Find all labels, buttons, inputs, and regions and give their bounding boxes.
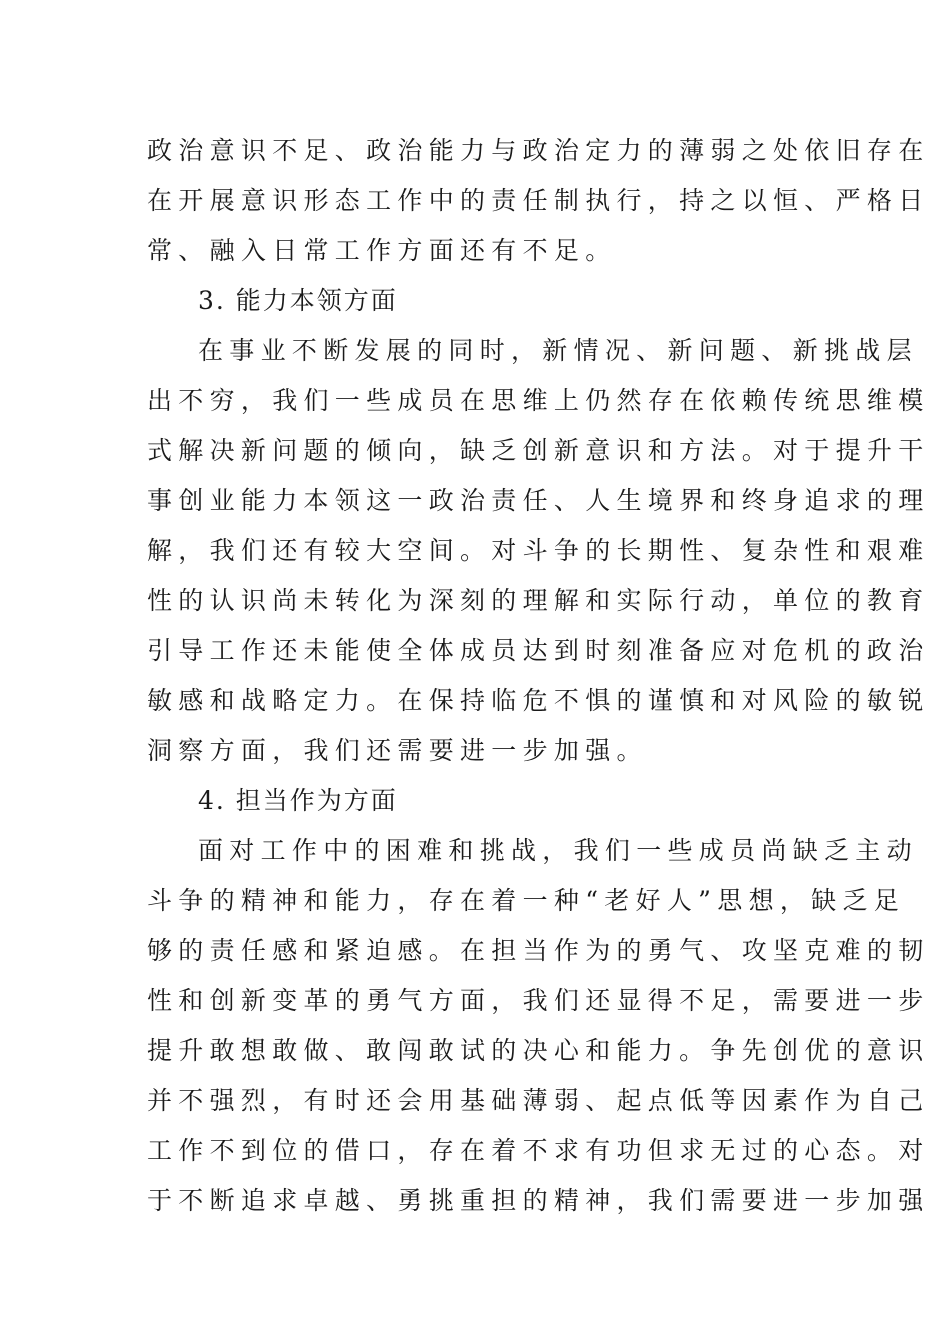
body-text-line: 常、融入日常工作方面还有不足。: [147, 236, 617, 265]
body-text-line: 出不穷，我们一些成员在思维上仍然存在依赖传统思维模: [147, 386, 930, 415]
body-text-line: 工作不到位的借口，存在着不求有功但求无过的心态。对: [147, 1136, 930, 1165]
paragraph-first-line: 面对工作中的困难和挑战，我们一些成员尚缺乏主动: [198, 836, 918, 865]
section-heading-responsibility: 4. 担当作为方面: [198, 786, 398, 815]
body-text-line: 洞察方面，我们还需要进一步加强。: [147, 736, 648, 765]
body-text-line: 敏感和战略定力。在保持临危不惧的谨慎和对风险的敏锐: [147, 686, 930, 715]
body-text-line: 并不强烈，有时还会用基础薄弱、起点低等因素作为自己: [147, 1086, 930, 1115]
body-text-line: 性和创新变革的勇气方面，我们还显得不足，需要进一步: [147, 986, 930, 1015]
body-text-line: 式解决新问题的倾向，缺乏创新意识和方法。对于提升干: [147, 436, 930, 465]
body-text-line: 解，我们还有较大空间。对斗争的长期性、复杂性和艰难: [147, 536, 930, 565]
body-text-line: 于不断追求卓越、勇挑重担的精神，我们需要进一步加强: [147, 1186, 930, 1215]
body-text-line: 斗争的精神和能力，存在着一种“老好人”思想，缺乏足: [147, 886, 906, 915]
body-text-line: 事创业能力本领这一政治责任、人生境界和终身追求的理: [147, 486, 930, 515]
body-text-line: 性的认识尚未转化为深刻的理解和实际行动，单位的教育: [147, 586, 930, 615]
body-text-line: 政治意识不足、政治能力与政治定力的薄弱之处依旧存在: [147, 136, 930, 165]
body-text-line: 提升敢想敢做、敢闯敢试的决心和能力。争先创优的意识: [147, 1036, 930, 1065]
body-text-line: 在开展意识形态工作中的责任制执行，持之以恒、严格日: [147, 186, 930, 215]
body-text-line: 引导工作还未能使全体成员达到时刻准备应对危机的政治: [147, 636, 930, 665]
paragraph-first-line: 在事业不断发展的同时，新情况、新问题、新挑战层: [198, 336, 918, 365]
body-text-line: 够的责任感和紧迫感。在担当作为的勇气、攻坚克难的韧: [147, 936, 930, 965]
section-heading-ability: 3. 能力本领方面: [198, 286, 398, 315]
